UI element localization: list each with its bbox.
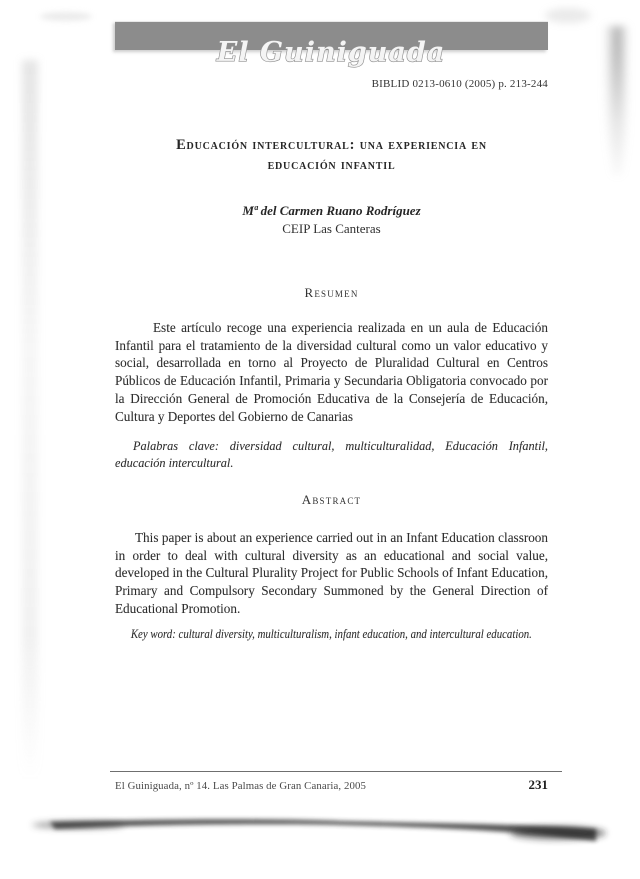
footer-journal-info: El Guiniguada, nº 14. Las Palmas de Gran Canaria, 2005 — [115, 780, 367, 792]
article-author: Mª del Carmen Ruano Rodríguez — [242, 203, 421, 218]
author-affiliation: CEIP Las Canteras — [282, 221, 381, 236]
resumen-heading: Resumen — [304, 285, 359, 300]
page-footer — [115, 777, 548, 793]
curl-shadow-right-blob — [510, 827, 606, 840]
scan-edge-shadow-right — [604, 26, 628, 176]
scan-smudge-top-right — [545, 8, 591, 23]
abstract-keywords — [115, 626, 548, 643]
curl-shadow-left-blob — [32, 821, 124, 828]
biblid-reference: BIBLID 0213-0610 (2005) p. 213-244 — [371, 78, 548, 90]
page-curl-shadow — [0, 800, 640, 879]
curl-shadow-band — [50, 819, 596, 841]
article-title-line1: Educación intercultural: una experiencia en — [176, 137, 487, 153]
resumen-keywords: Palabras clave: diversidad cultural, multiculturalidad, Educación Infantil, educación intercultural. — [115, 439, 548, 470]
article-title — [115, 136, 548, 175]
abstract-keywords-text: Key word: cultural diversity, multiculturalism, infant education, and intercultural education. — [130, 627, 532, 641]
abstract-heading: Abstract — [301, 492, 362, 507]
scan-smudge-top-left — [40, 12, 92, 21]
footer-divider — [110, 771, 562, 772]
footer-page-number: 231 — [528, 777, 548, 792]
journal-title-text: El Guiniguada — [216, 37, 446, 68]
scan-edge-shadow-left — [22, 60, 38, 780]
resumen-body: Este artículo recoge una experiencia realizada en un aula de Educación Infantil para el tratamiento de la diversidad cultural como un valor educativo y social, desarrollada en torno al Proyecto de Pluralidad Cultural en Centros Públicos de Educación Infantil, Primaria y Secundaria Obligatoria convocado por la Dirección General de Promoción Educativa de la Consejería de Educación, Cultura y Deportes del Gobierno de Canarias — [115, 320, 548, 424]
abstract-body: This paper is about an experience carried out in an Infant Education classroon in order to deal with cultural diversity as an educational and social value, developed in the Cultural Plurality Project for Public Schools of Infant Education, Primary and Compulsory Secondary Summoned by the General Direction of Educational Promotion. — [115, 530, 548, 616]
page-content — [115, 0, 548, 879]
article-title-line2: educación infantil — [267, 156, 396, 173]
